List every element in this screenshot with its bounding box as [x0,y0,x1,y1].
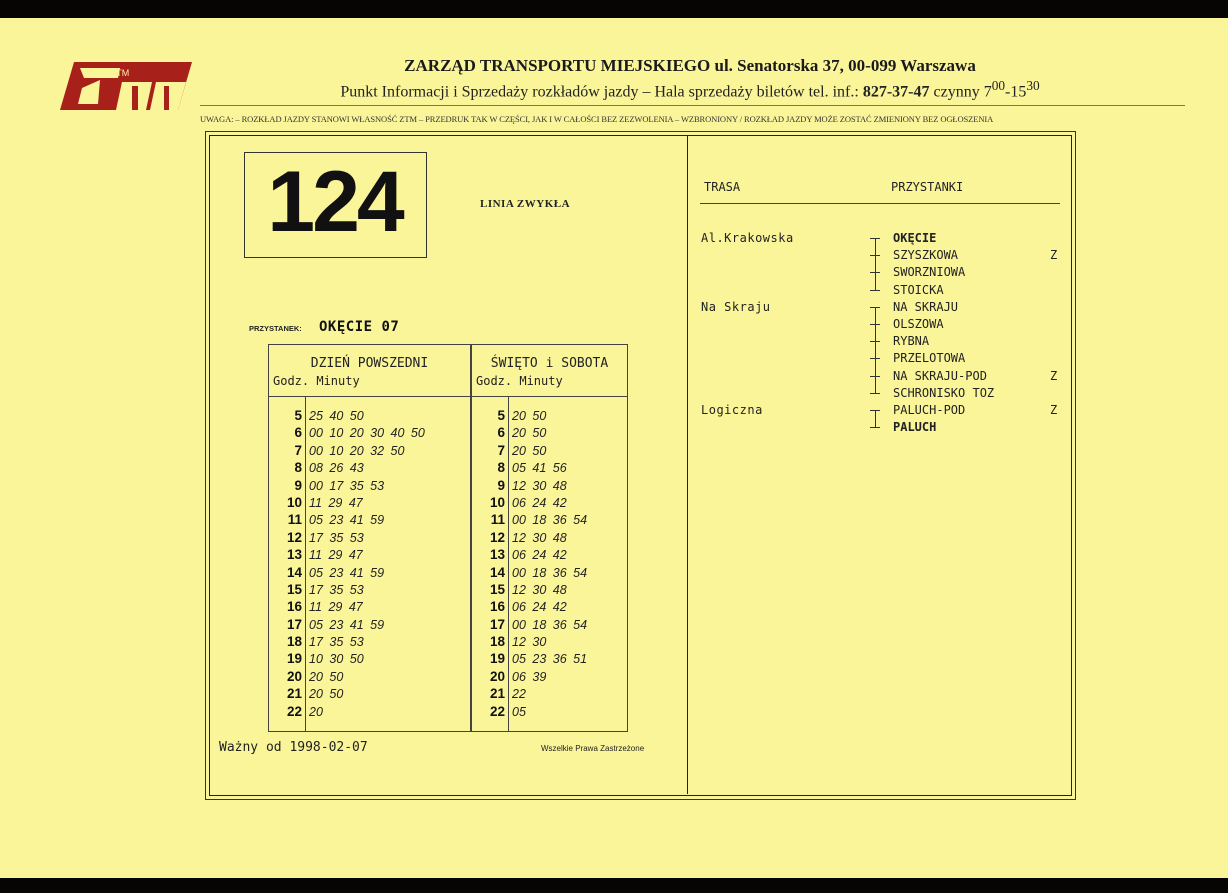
stops-column-header: PRZYSTANKI [891,180,964,194]
request-stop-flag: Z [1050,368,1058,383]
stop-tick [870,324,880,325]
timetable-row [269,685,425,702]
minutes-cell: 08 26 43 [309,461,364,476]
timetable-row [472,703,587,720]
minutes-cell: 11 29 47 [309,548,363,563]
timetable-row [269,616,425,633]
minutes-cell: 00 10 20 32 50 [309,443,405,458]
hour-cell: 20 [286,668,302,684]
hour-cell: 8 [497,460,505,476]
timetable-row [472,407,587,424]
timetable-row [269,529,425,546]
segment-bracket [875,238,876,290]
hour-cell: 15 [489,581,505,597]
stop-tick [870,238,880,239]
route-stop: NA SKRAJU [893,299,959,314]
minutes-cell: 11 29 47 [309,600,363,615]
hour-cell: 19 [286,651,302,667]
timetable-row [269,633,425,650]
hour-cell: 9 [294,477,302,493]
holiday-title: ŚWIĘTO i SOBOTA [490,356,609,371]
hours-close-sup: 30 [1026,78,1040,93]
minutes-cell: 00 18 36 54 [512,513,588,528]
route-stop: PRZELOTOWA [893,351,966,366]
minutes-cell: 05 23 41 59 [309,617,385,632]
minutes-cell: 00 18 36 54 [512,617,588,632]
timetable-row [269,581,425,598]
hour-cell: 18 [489,634,505,650]
hour-cell: 10 [286,494,302,510]
minutes-cell: 20 50 [512,426,547,441]
timetable-row [269,424,425,441]
timetable-row [269,442,425,459]
hour-cell: 20 [489,668,505,684]
timetable-row [472,685,587,702]
hour-cell: 10 [489,494,505,510]
stop-tick [870,255,880,256]
minutes-cell: 22 [512,687,526,702]
column-divider [687,136,688,794]
route-stop: OLSZOWA [893,317,944,331]
timetable-row [472,424,587,441]
hour-cell: 5 [497,408,505,423]
hour-cell: 22 [286,703,302,719]
weekday-timetable [268,344,471,732]
minutes-cell: 20 50 [512,409,547,423]
minutes-cell: 12 30 48 [512,478,567,493]
minutes-cell: 00 18 36 54 [512,565,588,580]
header-rule [200,105,1185,106]
hour-cell: 19 [489,651,505,667]
hour-cell: 7 [497,442,505,458]
hour-cell: 13 [489,547,505,563]
minutes-cell: 10 30 50 [309,652,364,667]
timetable-row [472,564,587,581]
route-column-header: TRASA [704,180,741,194]
minutes-cell: 06 39 [512,669,547,684]
minutes-cell: 11 29 47 [309,495,363,510]
stop-tick [870,358,880,359]
route-stop: SCHRONISKO TOZ [893,385,995,400]
line-number: 124 [267,154,402,250]
timetable-row [269,511,425,528]
hour-cell: 21 [286,686,302,702]
hour-cell: 16 [489,599,505,615]
timetable-row [472,616,587,633]
hour-cell: 14 [286,564,302,580]
hour-cell: 8 [294,460,302,476]
timetable-row [269,668,425,685]
timetable-row [472,529,587,546]
hours-sep: -15 [1005,83,1027,101]
minutes-cell: 05 23 36 51 [512,652,588,667]
timetable-row [269,494,425,511]
weekday-rows [269,407,425,720]
stop-tick [870,290,880,291]
hour-cell: 18 [286,634,302,650]
timetable-row [269,407,425,424]
timetable-row [472,633,587,650]
timetable-row [269,477,425,494]
minutes-cell: 20 50 [309,669,344,684]
timetable-row [472,546,587,563]
stop-tick [870,341,880,342]
holiday-timetable [471,344,628,732]
segment-bracket [875,410,876,427]
timetable-row [269,546,425,563]
route-header-rule [700,203,1060,204]
request-stop-flag: Z [1050,248,1058,263]
stop-tick [870,393,880,394]
holiday-subheader: Godz. Minuty [476,374,563,388]
request-stop-flag: Z [1050,403,1058,417]
stop-tick [870,410,880,411]
route-stop: PALUCH [893,420,937,435]
hour-cell: 7 [294,442,302,458]
stop-tick [870,376,880,377]
header-hours: czynny 7 [929,83,992,101]
timetable-row [269,703,425,720]
weekday-title: DZIEŃ POWSZEDNI [310,356,429,371]
minutes-cell: 25 40 50 [309,409,364,423]
timetable-row [472,494,587,511]
weekday-subheader: Godz. Minuty [273,374,360,388]
minutes-cell: 12 30 [512,635,547,650]
stop-name: OKĘCIE 07 [319,319,400,335]
minutes-cell: 06 24 42 [512,600,567,615]
hour-cell: 12 [286,529,302,545]
minutes-cell: 00 10 20 30 40 50 [309,426,425,441]
timetable-row [269,459,425,476]
route-segment-street: Na Skraju [701,299,771,314]
header-info [200,78,1180,101]
hour-cell: 9 [497,477,505,493]
hour-cell: 13 [286,547,302,563]
header-info-text: Punkt Informacji i Sprzedaży rozkładów jazdy – Hala sprzedaży biletów tel. inf.: [340,83,863,101]
minutes-cell: 06 24 42 [512,495,567,510]
valid-from: Ważny od 1998-02-07 [219,740,368,755]
timetable-row [269,650,425,667]
minutes-cell: 20 [309,704,323,719]
minutes-cell: 05 23 41 59 [309,565,385,580]
route-stop: PALUCH-POD [893,403,966,417]
route-stop: SZYSZKOWA [893,248,959,263]
minutes-cell: 20 50 [512,443,547,458]
minutes-cell: 12 30 48 [512,530,567,545]
hour-cell: 6 [497,425,505,441]
copyright-notice: UWAGA: – ROZKŁAD JAZDY STANOWI WŁASNOŚĆ ZTM – PRZEDRUK TAK W CZĘŚCI, JAK I W CAŁOŚCI BEZ ZEZWOLENIA – WZBRONIONY / ROZKŁAD JAZDY MOŻE ZOSTAĆ ZMIENIONY BEZ OGŁOSZENIA [200,114,994,124]
route-stop: NA SKRAJU-POD [893,368,987,383]
timetable-row [472,581,587,598]
hour-cell: 17 [489,616,505,632]
hour-cell: 12 [489,529,505,545]
header-title: ZARZĄD TRANSPORTU MIEJSKIEGO ul. Senatorska 37, 00-099 Warszawa [404,56,976,75]
hour-cell: 17 [286,616,302,632]
hour-cell: 5 [294,408,302,423]
hour-cell: 11 [287,512,302,528]
minutes-cell: 12 30 48 [512,582,567,597]
line-type: LINIA ZWYKŁA [480,198,571,210]
route-segment-street: Logiczna [701,403,763,417]
holiday-header-rule [472,396,627,397]
hour-cell: 14 [489,564,505,580]
rights-reserved: Wszelkie Prawa Zastrzeżone [541,744,645,753]
segment-bracket [875,307,876,393]
timetable-row [472,442,587,459]
timetable-row [472,650,587,667]
ztm-logo [60,62,192,110]
header-phone: 827-37-47 [862,83,930,101]
timetable-row [269,598,425,615]
stop-label: PRZYSTANEK: [249,324,302,333]
route-stop: RYBNA [893,334,930,349]
timetable-row [472,459,587,476]
timetable-row [472,598,587,615]
minutes-cell: 00 17 35 53 [309,478,385,493]
timetable-row [472,511,587,528]
hour-cell: 6 [294,425,302,441]
minutes-cell: 20 50 [309,687,344,702]
minutes-cell: 06 24 42 [512,548,567,563]
route-stop: SWORZNIOWA [893,265,966,280]
minutes-cell: 05 [512,704,526,719]
minutes-cell: 17 35 53 [309,530,364,545]
minutes-cell: 17 35 53 [309,582,364,597]
minutes-cell: 17 35 53 [309,635,364,650]
stop-tick [870,272,880,273]
route-stop: OKĘCIE [893,231,937,245]
minutes-cell: 05 41 56 [512,461,567,476]
hours-open-sup: 00 [991,78,1006,93]
timetable-row [269,564,425,581]
holiday-rows [472,407,587,720]
minutes-cell: 05 23 41 59 [309,513,385,528]
hour-cell: 16 [286,599,302,615]
logo-text: ZTM [110,68,130,78]
route-segment-street: Al.Krakowska [701,231,794,245]
hour-cell: 15 [286,581,302,597]
hour-cell: 22 [489,703,505,719]
timetable-row [472,477,587,494]
stop-tick [870,307,880,308]
stop-tick [870,427,880,428]
hour-cell: 21 [489,686,505,702]
hour-cell: 11 [490,512,505,528]
timetable-row [472,668,587,685]
weekday-header-rule [269,396,470,397]
route-stop: STOICKA [893,282,944,297]
